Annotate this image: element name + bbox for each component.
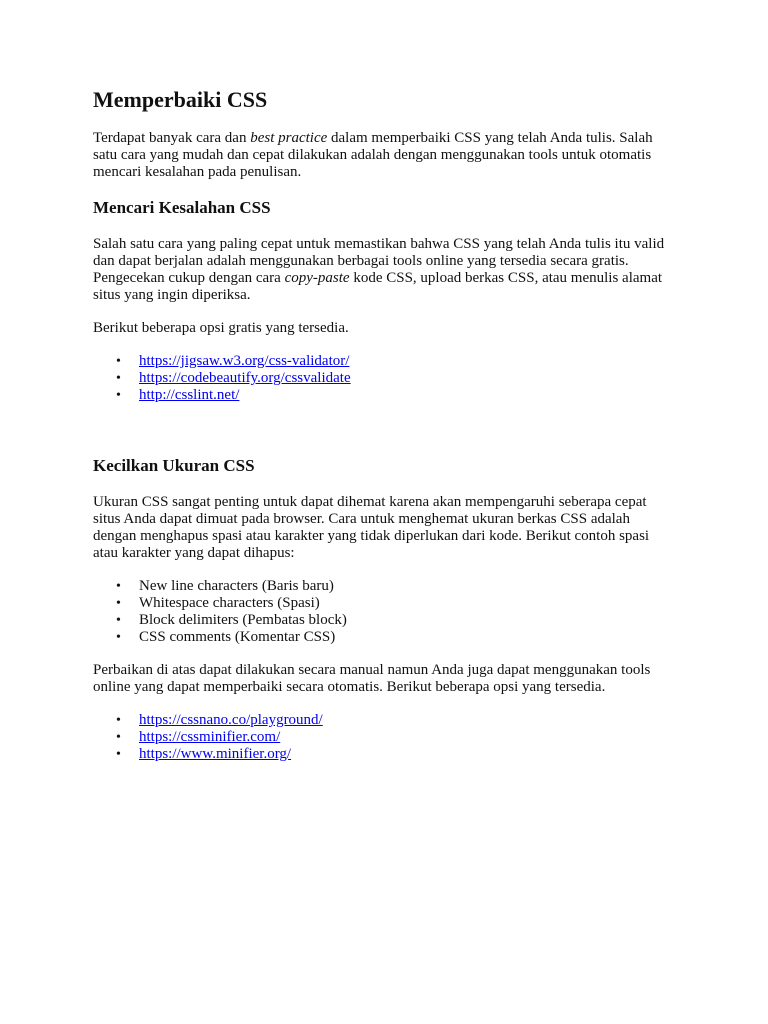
list-item	[139, 370, 676, 387]
validator-link-list	[93, 353, 676, 404]
minifier-link-list	[93, 712, 676, 763]
section1-text-end: kode CSS, upload berkas CSS, atau menulis alamat situs yang ingin diperiksa.	[93, 270, 663, 303]
section1-paragraph-2: Berikut beberapa opsi gratis yang tersedia.	[93, 320, 349, 336]
section2-paragraph-1: Ukuran CSS sangat penting untuk dapat dihemat karena akan mempengaruhi seberapa cepat situs Anda dapat dimuat pada browser. Cara untuk menghemat ukuran berkas CSS adalah dengan menghapus spasi atau karakter yang tidak diperlukan dari kode. Berikut contoh spasi atau karakter yang dapat dihapus:	[93, 494, 650, 561]
section2-paragraph-2: Perbaikan di atas dapat dilakukan secara manual namun Anda juga dapat menggunakan tools online yang dapat memperbaiki secara otomatis. Berikut beberapa opsi yang tersedia.	[93, 662, 651, 695]
intro-emphasis: best practice	[250, 130, 328, 146]
intro-text-start: Terdapat banyak cara dan	[93, 130, 251, 146]
link-codebeautify-validator[interactable]: https://codebeautify.org/cssvalidate	[139, 370, 351, 386]
list-item	[139, 387, 676, 404]
page-title: Memperbaiki CSS	[93, 87, 268, 112]
list-item	[139, 353, 676, 370]
section-heading-kecilkan-ukuran: Kecilkan Ukuran CSS	[93, 456, 255, 475]
section1-emphasis: copy-paste	[284, 270, 350, 286]
intro-paragraph	[93, 130, 676, 181]
section1-text-start: Salah satu cara yang paling cepat untuk memastikan bahwa CSS yang telah Anda tulis itu valid dan dapat berjalan adalah menggunakan berbagai tools online yang tersedia secara gratis. Pengecekan cukup dengan cara	[93, 236, 665, 286]
link-csslint[interactable]: http://csslint.net/	[139, 387, 240, 403]
intro-text-end: dalam memperbaiki CSS yang telah Anda tulis. Salah satu cara yang mudah dan cepat dilakukan adalah dengan menggunakan tools untuk otomatis mencari kesalahan pada penulisan.	[93, 130, 653, 180]
list-item	[139, 712, 676, 729]
removable-characters-list	[93, 578, 676, 646]
section1-paragraph-1	[93, 236, 676, 304]
list-item: • Whitespace characters (Spasi)	[139, 595, 676, 612]
link-jigsaw-validator[interactable]: https://jigsaw.w3.org/css-validator/	[139, 353, 350, 369]
link-cssnano-playground[interactable]: https://cssnano.co/playground/	[139, 712, 323, 728]
list-item: • Block delimiters (Pembatas block)	[139, 612, 676, 629]
list-item	[139, 746, 676, 763]
link-minifier-org[interactable]: https://www.minifier.org/	[139, 746, 292, 762]
list-item	[139, 729, 676, 746]
link-cssminifier[interactable]: https://cssminifier.com/	[139, 729, 281, 745]
section-heading-mencari-kesalahan: Mencari Kesalahan CSS	[93, 198, 271, 217]
list-item: • New line characters (Baris baru)	[139, 578, 676, 595]
list-item: • CSS comments (Komentar CSS)	[139, 629, 676, 646]
